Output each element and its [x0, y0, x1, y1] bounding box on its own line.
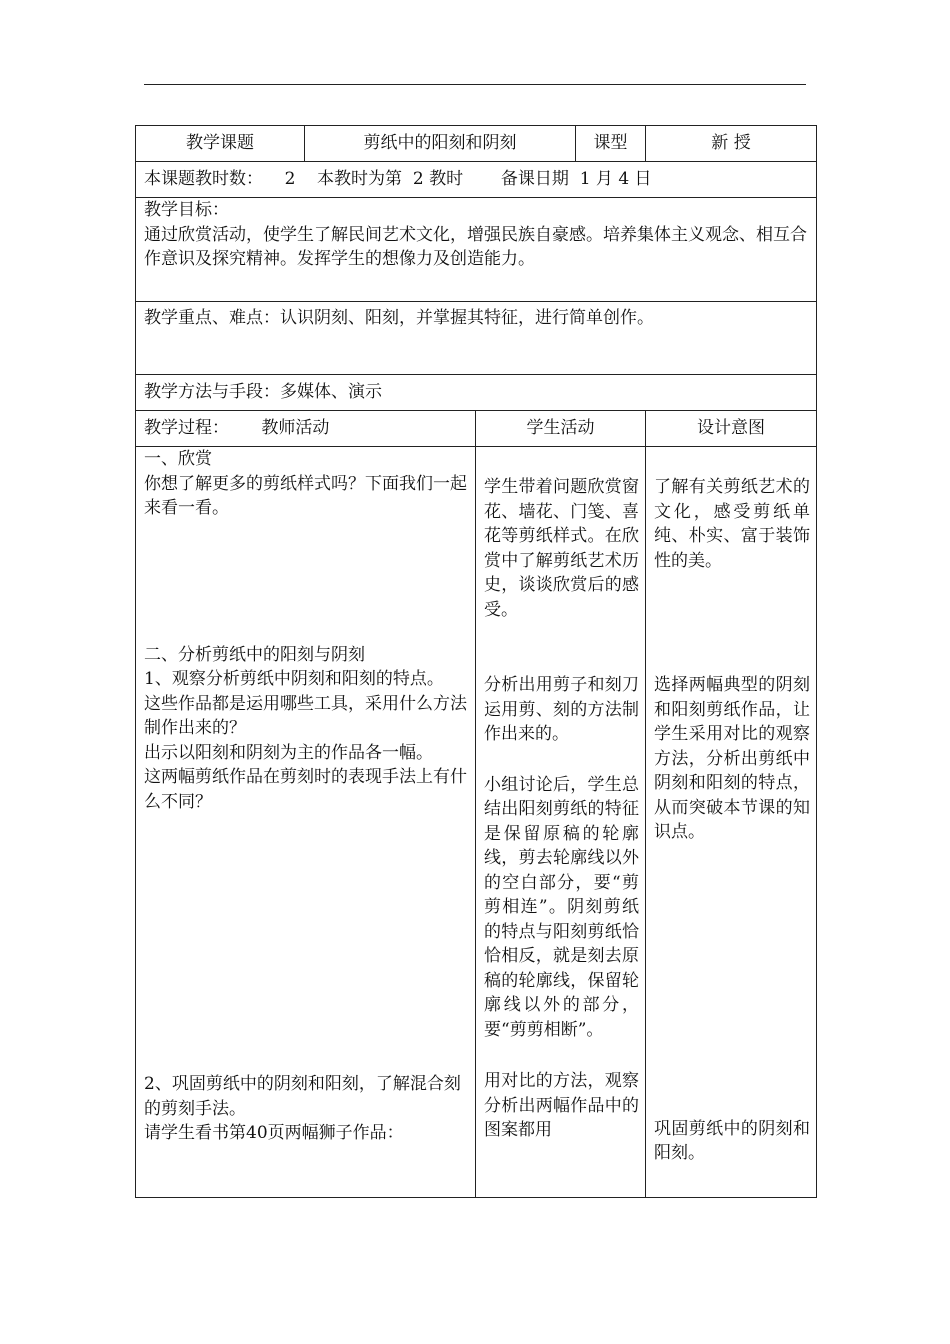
objectives-text: 通过欣赏活动，使学生了解民间艺术文化，增强民族自豪感。培养集体主义观念、相互合作意识及探究精神。发挥学生的想像力及创造能力。 [144, 224, 807, 269]
objectives-cell [136, 198, 817, 302]
process-header-row [136, 411, 817, 447]
type-label: 课型 [576, 126, 646, 162]
title-row [136, 126, 817, 162]
section1-design: 了解有关剪纸艺术的文化，感受剪纸单纯、朴实、富于装饰性的美。 [654, 477, 810, 571]
process-teacher-header: 教学过程： 教师活动 [136, 411, 476, 447]
section1-teacher: 一、欣赏 你想了解更多的剪纸样式吗？下面我们一起来看一看。 [144, 449, 467, 518]
topic-value: 剪纸中的阳刻和阴刻 [305, 126, 576, 162]
key-points-row [136, 302, 817, 375]
design-intent-cell [646, 447, 817, 1198]
type-value: 新 授 [646, 126, 817, 162]
header-rule [144, 84, 806, 85]
key-points: 教学重点、难点：认识阴刻、阳刻，并掌握其特征，进行简单创作。 [136, 302, 817, 375]
objectives-row [136, 198, 817, 302]
process-design-header: 设计意图 [646, 411, 817, 447]
section2-teacher: 二、分析剪纸中的阳刻与阴刻 1、观察分析剪纸中阴刻和阳刻的特点。 这些作品都是运用哪些工具，采用什么方法制作出来的？ 出示以阳刻和阴刻为主的作品各一幅。 这两幅剪纸作品在剪刻时的表现手法上有什么不同？ [144, 644, 467, 812]
section3-design: 巩固剪纸中的阴刻和阳刻。 [654, 1118, 810, 1163]
section2-student-a: 分析出用剪子和刻刀运用剪、刻的方法制作出来的。 [484, 675, 639, 744]
section2-student-b: 小组讨论后，学生总结出阳刻剪纸的特征是保留原稿的轮廓线，剪去轮廓线以外的空白部分，要“剪剪相连”。阴刻剪纸的特点与阳刻剪纸恰恰相反，就是刻去原稿的轮廓线，保留轮廓线以外的部分，要“剪剪相断”。 [484, 774, 639, 1040]
objectives-label: 教学目标： [144, 200, 229, 220]
student-activity-cell [476, 447, 646, 1198]
process-body-row [136, 447, 817, 1198]
hours-line: 本课题教时数： 2 本教时为第 2 教时 备课日期 1 月 4 日 [136, 162, 817, 198]
section3-student: 用对比的方法，观察分析出两幅作品中的图案都用 [484, 1071, 639, 1140]
methods-row [136, 375, 817, 411]
hours-row [136, 162, 817, 198]
section2-design: 选择两幅典型的阴刻和阳刻剪纸作品，让学生采用对比的观察方法，分析出剪纸中阴刻和阳刻的特点，从而突破本节课的知识点。 [654, 675, 810, 842]
lesson-plan-table [135, 125, 817, 1198]
section1-student: 学生带着问题欣赏窗花、墙花、门笺、喜花等剪纸样式。在欣赏中了解剪纸艺术历史，谈谈欣赏后的感受。 [484, 477, 639, 620]
teacher-activity-cell [136, 447, 476, 1198]
topic-label: 教学课题 [136, 126, 305, 162]
section3-teacher: 2、巩固剪纸中的阴刻和阳刻，了解混合刻的剪刻手法。 请学生看书第40页两幅狮子作品： [144, 1074, 461, 1143]
process-student-header: 学生活动 [476, 411, 646, 447]
methods: 教学方法与手段：多媒体、演示 [136, 375, 817, 411]
